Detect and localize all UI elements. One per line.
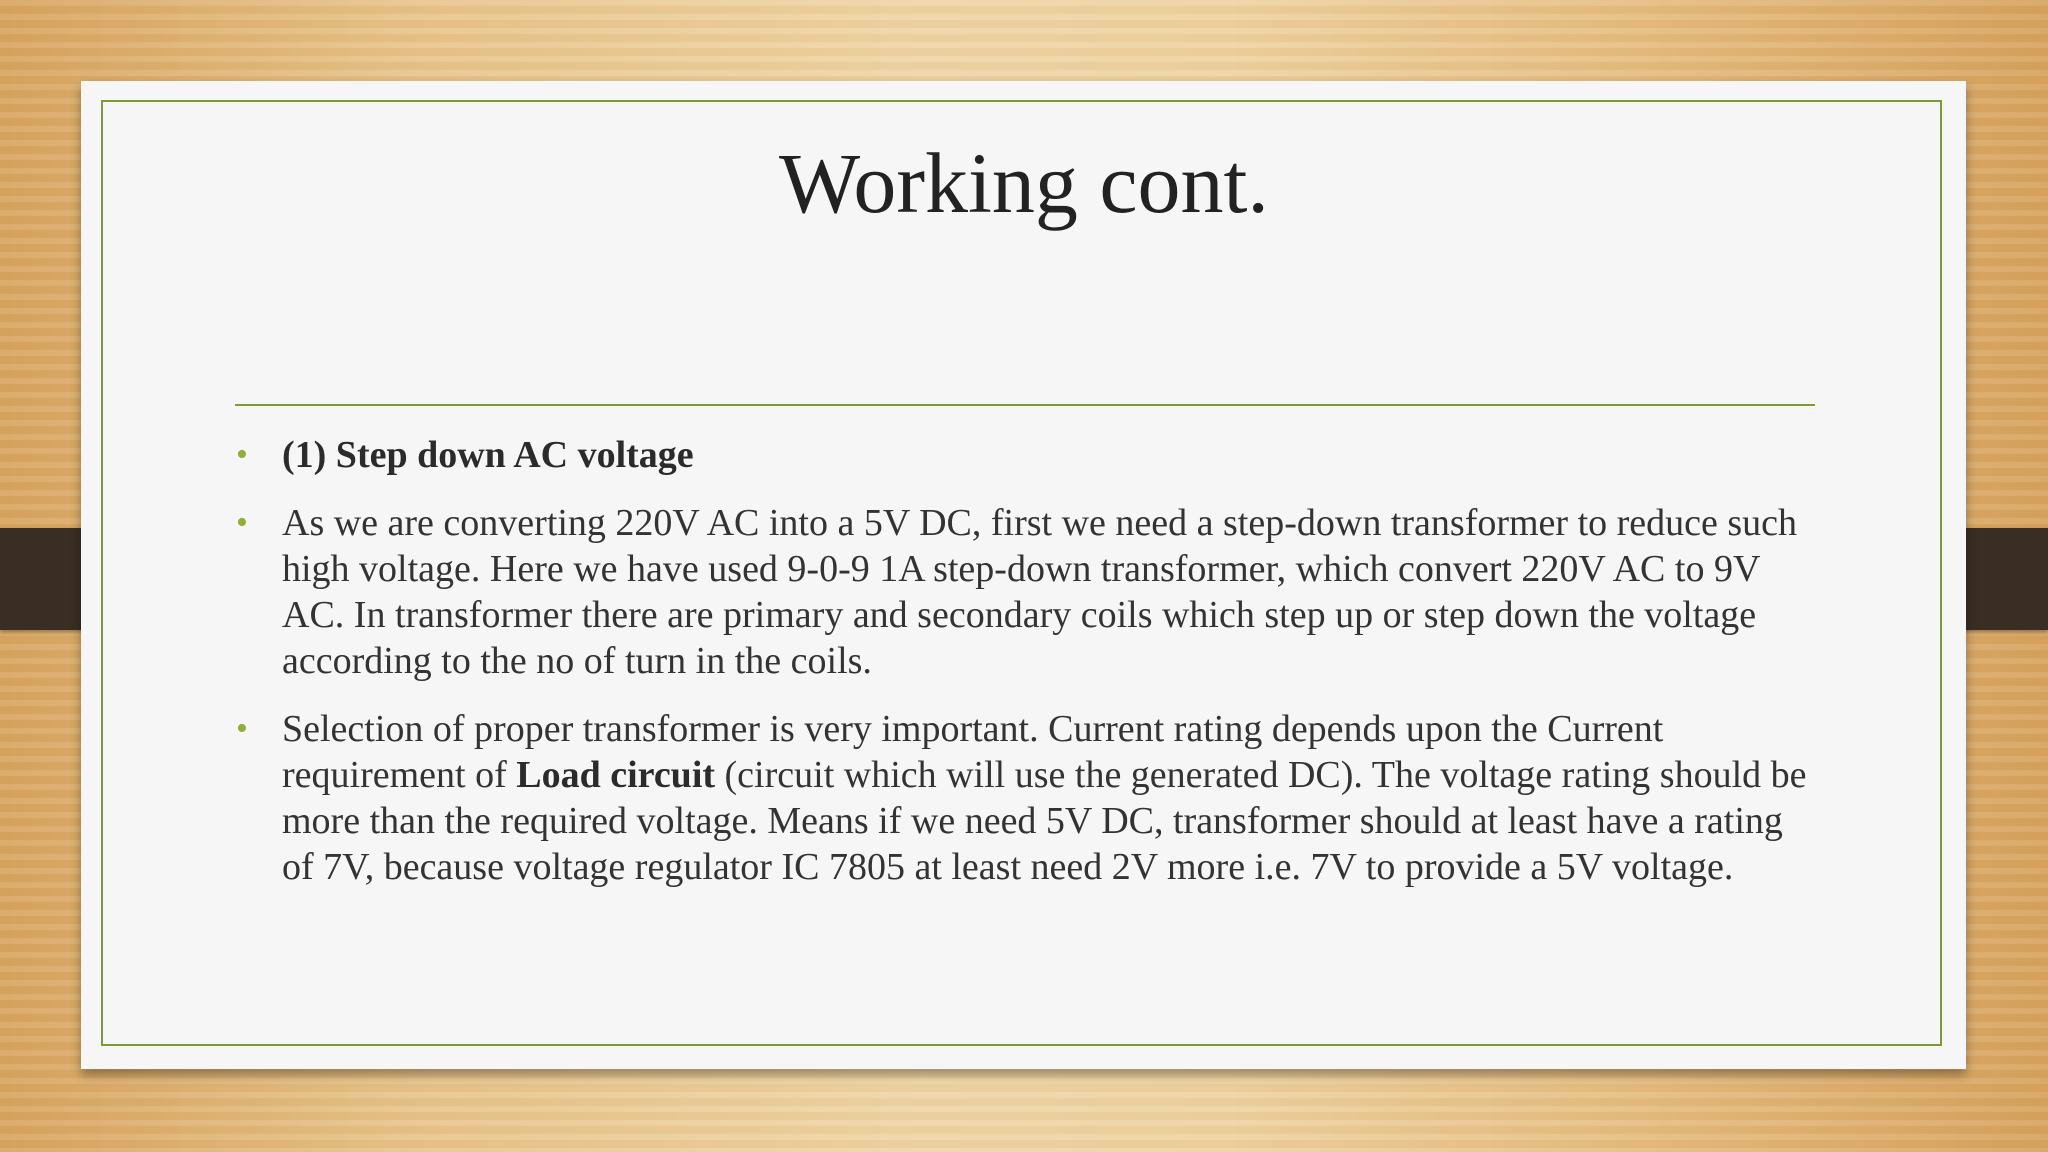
bullet-item-step-down <box>235 432 1815 478</box>
bullet-text-before: Selection of proper transformer is very important. Current rating depends upon the Current requirement of <box>282 708 1664 796</box>
bullet-text: As we are converting 220V AC into a 5V DC, first we need a step-down transformer to reduce such high voltage. Here we have used 9-0-9 1A step-down transformer, which convert 220V AC to 9V AC. In transformer there are primary and secondary coils which step up or step down the voltage according to the no of turn in the coils. <box>282 502 1798 682</box>
bullet-item-transformer <box>235 500 1815 684</box>
slide-title: Working cont. <box>779 135 1269 231</box>
bullet-dot-icon: • <box>236 710 248 747</box>
bullet-text-after: (circuit which will use the generated DC). The voltage rating should be more than the required voltage. Means if we need 5V DC, transformer should at least have a rating of 7V, because voltage regulator IC 7805 at least need 2V more i.e. 7V to provide a 5V voltage. <box>282 754 1807 888</box>
bullet-bold-term: Load circuit <box>516 754 716 796</box>
bullet-item-selection <box>235 706 1815 890</box>
bullet-heading: (1) Step down AC voltage <box>282 434 694 476</box>
slide-body <box>235 432 1815 912</box>
bullet-dot-icon: • <box>236 436 248 473</box>
title-divider <box>235 404 1815 406</box>
bullet-dot-icon: • <box>236 504 248 541</box>
